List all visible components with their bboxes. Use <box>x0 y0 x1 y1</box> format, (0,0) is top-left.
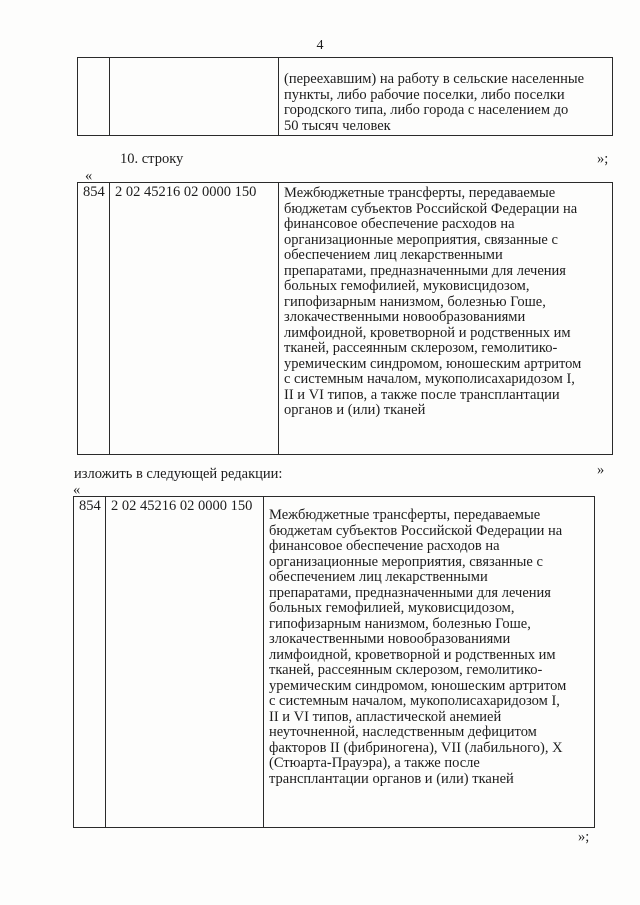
closing-quote: »; <box>597 151 609 167</box>
text-line: неуточненной, наследственным дефицитом <box>269 724 537 740</box>
text-line: 50 тысяч человек <box>284 117 391 134</box>
text-line: злокачественными новообразованиями <box>269 631 511 647</box>
text-line: II и VI типов, а также после трансплантации <box>284 386 560 403</box>
text-line: бюджетам субъектов Российской Федерации на <box>284 200 578 217</box>
text-line: больных гемофилией, муковисцидозом, <box>284 278 530 294</box>
cell-kbk: 2 02 45216 02 0000 150 <box>106 497 264 828</box>
text-line: с системным началом, мукополисахаридозом I, <box>284 371 575 387</box>
cell-code: 854 <box>78 183 110 455</box>
text-line: финансовое обеспечение расходов на <box>284 216 515 232</box>
text-line: организационные мероприятия, связанные с <box>269 553 543 570</box>
page-number: 4 <box>316 38 324 53</box>
text-line: лимфоидной, кроветворной и родственных им <box>269 646 556 663</box>
text-line: тканей, рассеянным склерозом, гемолитико- <box>284 340 558 356</box>
text-line: (переехавшим) на работу в сельские населенные <box>284 71 585 87</box>
text-line: злокачественными новообразованиями <box>284 309 526 325</box>
text-line: финансовое обеспечение расходов на <box>269 538 500 554</box>
text-line: обеспечением лиц лекарственными <box>284 247 503 263</box>
table-continuation <box>77 57 613 136</box>
cell-code: 854 <box>74 497 106 828</box>
text-line: больных гемофилией, муковисцидозом, <box>269 600 515 616</box>
text-line: Межбюджетные трансферты, передаваемые <box>269 507 541 523</box>
text-line: Межбюджетные трансферты, передаваемые <box>284 185 556 201</box>
cell-empty-code <box>78 58 110 136</box>
closing-quote-final: »; <box>578 829 590 845</box>
text-line: препаратами, предназначенными для лечения <box>269 584 551 601</box>
text-line: уремическим синдромом, юношеским артритом <box>284 355 582 372</box>
text-line: пункты, либо рабочие поселки, либо поселки <box>284 86 565 103</box>
text-line: организационные мероприятия, связанные с <box>284 231 558 248</box>
item-label: 10. строку <box>120 151 184 167</box>
text-line: уремическим синдромом, юношеским артритом <box>269 677 567 694</box>
text-line: гипофизарным нанизмом, болезнью Гоше, <box>269 615 531 632</box>
edit-phrase: изложить в следующей редакции: <box>74 466 283 482</box>
closing-quote: » <box>597 462 605 478</box>
table-old-row <box>77 182 613 455</box>
text-line: обеспечением лиц лекарственными <box>269 569 488 585</box>
text-line: бюджетам субъектов Российской Федерации на <box>269 522 563 539</box>
cell-description <box>264 497 595 828</box>
text-line: органов и (или) тканей <box>284 402 426 418</box>
text-line: городского типа, либо города с населением до <box>284 102 569 118</box>
opening-quote: « <box>73 482 81 498</box>
table-new-row <box>73 496 595 828</box>
text-line: гипофизарным нанизмом, болезнью Гоше, <box>284 293 546 310</box>
cell-kbk: 2 02 45216 02 0000 150 <box>110 183 279 455</box>
opening-quote: « <box>85 168 93 184</box>
text-line: II и VI типов, апластической анемией <box>269 708 502 725</box>
cell-empty-kbk <box>110 58 279 136</box>
text-line: лимфоидной, кроветворной и родственных им <box>284 324 571 341</box>
text-line: препаратами, предназначенными для лечения <box>284 262 566 279</box>
text-line: трансплантации органов и (или) тканей <box>269 770 514 787</box>
text-line: факторов II (фибриногена), VII (лабильного), X <box>269 739 563 756</box>
text-line: тканей, рассеянным склерозом, гемолитико- <box>269 662 543 678</box>
text-line: (Стюарта-Прауэра), а также после <box>269 755 480 771</box>
cell-continuation-text <box>279 58 613 136</box>
cell-description <box>279 183 613 455</box>
text-line: с системным началом, мукополисахаридозом I, <box>269 693 560 709</box>
